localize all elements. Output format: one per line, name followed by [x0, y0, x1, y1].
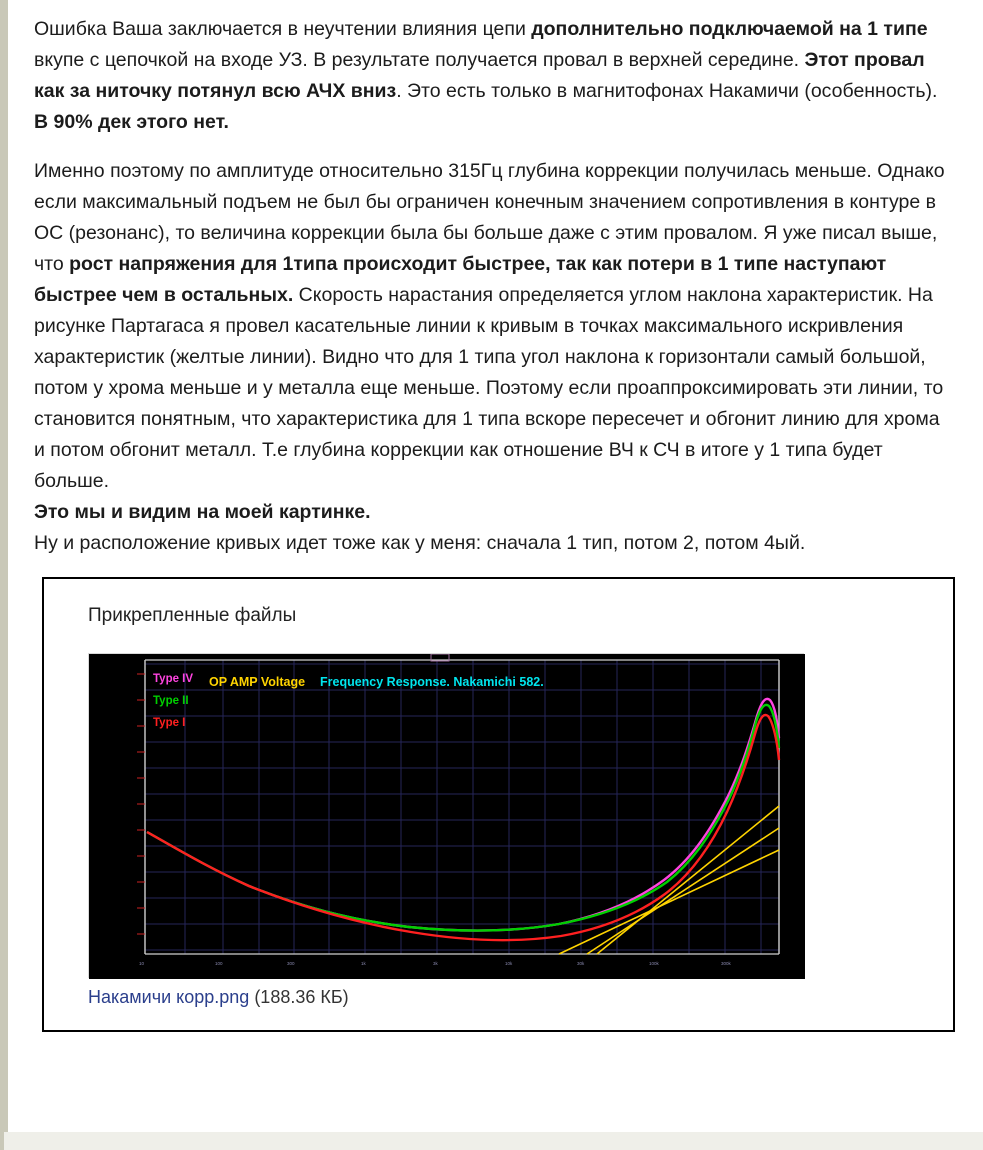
svg-text:10k: 10k [505, 961, 513, 966]
page-bottom-border [4, 1132, 983, 1150]
post-paragraph-2 [34, 156, 947, 497]
svg-text:OP AMP Voltage: OP AMP Voltage [209, 675, 306, 689]
text-run: Именно поэтому по амплитуде относительно 315Гц глубина коррекции получилась меньше. Однако если максимальный подъем не был бы ограничен конечным значением сопротивления в контуре в ОС (резонанс), то величина коррекции была бы больше даже с этим провалом. Я уже писал выше, что [34, 160, 945, 275]
attachments-title: Прикрепленные файлы [88, 605, 297, 626]
text-run: Ошибка Ваша заключается в неучтении влияния цепи [34, 18, 532, 40]
chart-svg [89, 654, 805, 979]
attachment-file-line [88, 987, 931, 1008]
frequency-response-chart[interactable] [88, 653, 804, 978]
page-left-border [4, 0, 8, 1150]
svg-text:1k: 1k [361, 961, 366, 966]
svg-text:300k: 300k [721, 961, 731, 966]
svg-text:30k: 30k [577, 961, 585, 966]
svg-text:Type II: Type II [153, 695, 189, 707]
attachment-image-wrap[interactable] [88, 653, 804, 978]
svg-text:10: 10 [139, 961, 145, 966]
post-paragraph-3 [34, 497, 947, 528]
text-run: . Это есть только в магнитофонах Накамичи (особенность). [396, 80, 938, 102]
svg-text:100: 100 [215, 961, 223, 966]
text-run-bold: дополнительно подключаемой на 1 типе [531, 18, 928, 40]
chart-title [209, 675, 544, 689]
text-run: Скорость нарастания определяется углом наклона характеристик. На рисунке Партагаса я провел касательные линии к кривым в точках максимального искривления характеристик (желтые линии). Видно что для 1 типа угол наклона к горизонтали самый большой, потом у хрома меньше и у металла еще меньше. Поэтому если проаппроксимировать эти линии, то становится понятным, что характеристика для 1 типа вскоре пересечет и обгонит линию для хрома и потом обгонит металл. Т.е глубина коррекции как отношение ВЧ к СЧ в итоге у 1 типа будет больше. [34, 284, 944, 492]
text-run-bold: В 90% дек этого нет. [34, 111, 229, 133]
post-paragraph-1 [34, 14, 947, 138]
post-content [4, 0, 983, 1032]
text-run-bold: Этот провал как за ниточку потянул всю АЧХ вниз [34, 49, 925, 102]
post-paragraph-4 [34, 528, 947, 559]
text-run: Ну и расположение кривых идет тоже как у меня: сначала 1 тип, потом 2, потом 4ый. [34, 532, 806, 554]
attachment-file-size: (188.36 КБ) [254, 987, 349, 1007]
svg-text:Type IV: Type IV [153, 673, 194, 685]
svg-text:3k: 3k [433, 961, 438, 966]
attachments-box [42, 577, 955, 1032]
svg-text:Type I: Type I [153, 717, 186, 729]
attachment-file-link[interactable]: Накамичи корр.png [88, 987, 250, 1007]
svg-text:300: 300 [287, 961, 295, 966]
svg-text:Frequency Response. Nakamichi: Frequency Response. Nakamichi 582. [320, 675, 544, 689]
svg-text:100k: 100k [649, 961, 659, 966]
text-run-bold: Это мы и видим на моей картинке. [34, 501, 371, 523]
text-run: вкупе с цепочкой на входе УЗ. В результате получается провал в верхней середине. [34, 49, 805, 71]
text-run-bold: рост напряжения для 1типа происходит быстрее, так как потери в 1 типе наступают быстрее чем в остальных. [34, 253, 887, 306]
